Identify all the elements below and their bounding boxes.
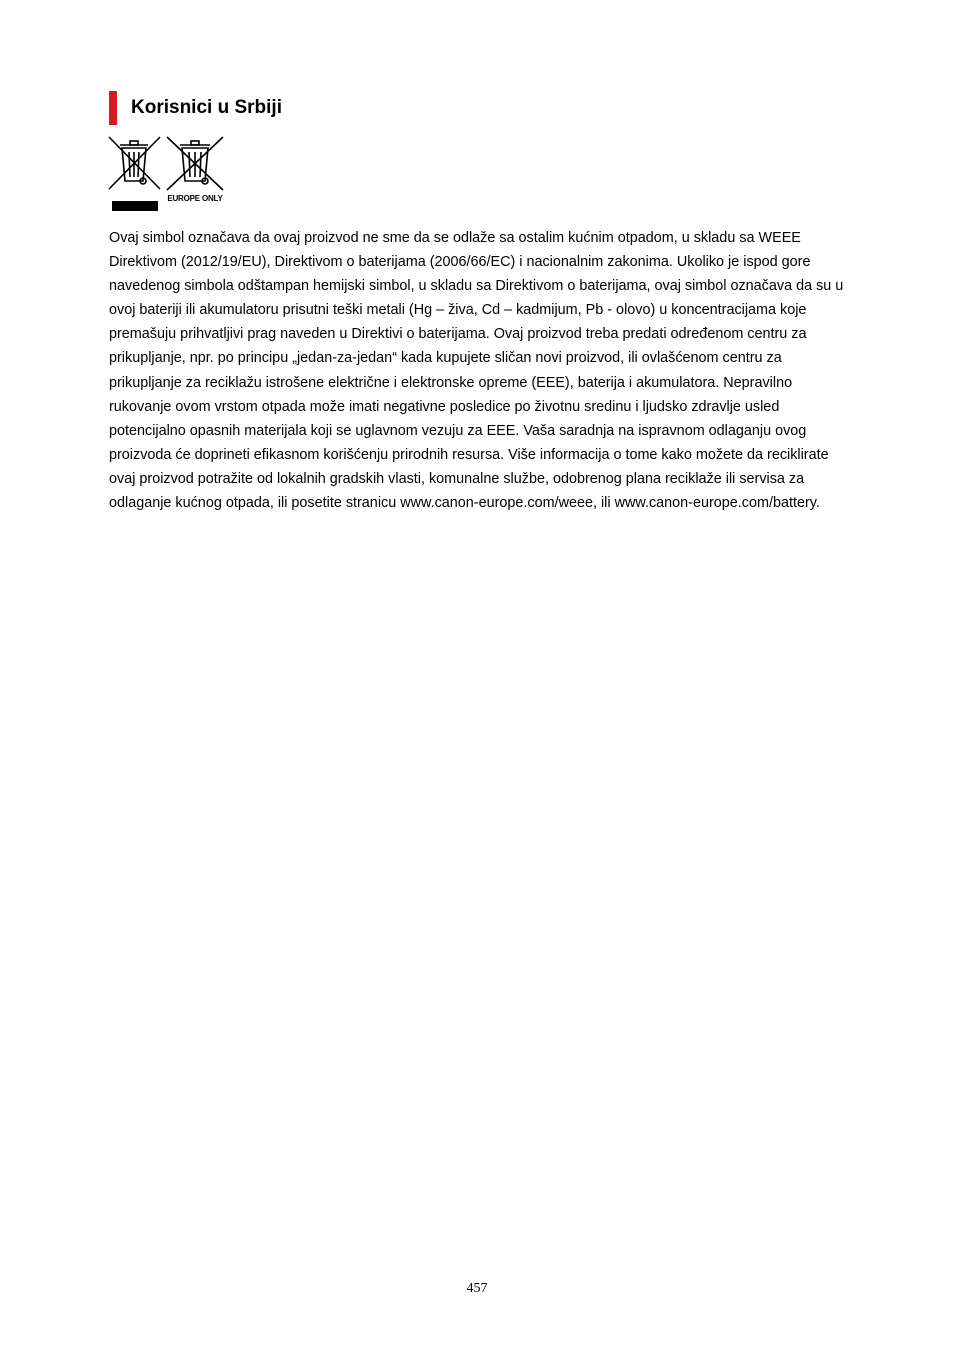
weee-symbols (108, 135, 228, 215)
page-number: 457 (466, 1281, 488, 1296)
section-heading (109, 91, 282, 125)
crossed-out-wheelie-bin-icon (108, 135, 162, 215)
body-paragraph: Ovaj simbol označava da ovaj proizvod ne sme da se odlaže sa ostalim kućnim otpadom, u skladu sa WEEE Direktivom (2012/19/EU), Direktivom o baterijama (2006/66/EC) i nacionalnim zakonima. Ukoliko je ispod gore navedenog simbola odštampan hemijski simbol, u skladu sa Direktivom o baterijama, ovaj simbol označava da su u ovoj bateriji ili akumulatoru prisutni teški metali (Hg – živa, Cd – kadmijum, Pb - olovo) u koncentracijama koje premašuju prihvatljivi prag naveden u Direktivi o baterijama. Ovaj proizvod treba predati određenom centru za prikupljanje, npr. po principu „jedan-za-jedan“ kada kupujete sličan novi proizvod, ili ovlašćenom centru za prikupljanje za reciklažu istrošene električne i elektronske opreme (EEE), baterija i akumulatora. Nepravilno rukovanje ovom vrstom otpada može imati negativne posledice po životnu sredinu i ljudsko zdravlje usled potencijalno opasnih materijala koji se uglavnom vezuju za EEE. Vaša saradnja na ispravnom odlaganju ovog proizvoda će doprineti efikasnom korišćenju prirodnih resursa. Više informacija o tome kako možete da reciklirate ovaj proizvod potražite od lokalnih gradskih vlasti, komunalne službe, odobrenog plana reciklaže ili servisa za odlaganje kućnog otpada, ili posetite stranicu www.canon-europe.com/weee, ili www.canon-europe.com/battery. (109, 230, 844, 512)
europe-only-caption: EUROPE ONLY (167, 194, 223, 203)
crossed-out-wheelie-bin-icon (165, 135, 225, 193)
heading-accent-bar (109, 91, 117, 125)
section-title: Korisnici u Srbiji (131, 97, 282, 118)
